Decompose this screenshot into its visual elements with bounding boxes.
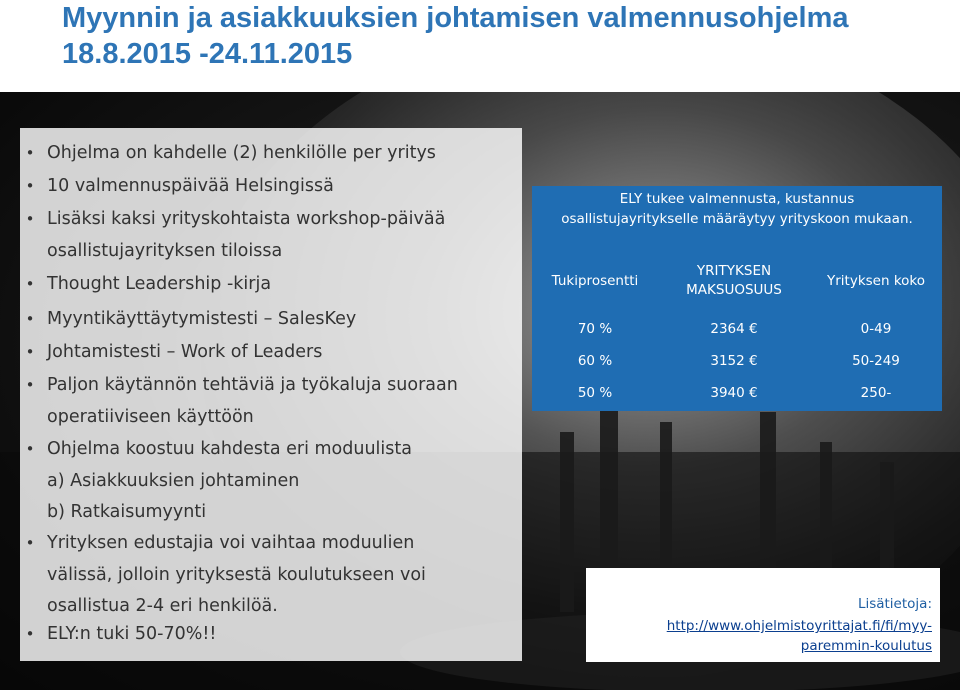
more-info-link[interactable]: http://www.ohjelmistoyrittajat.fi/fi/myy- paremmin-koulutus	[666, 618, 932, 654]
bullet-dot: •	[25, 343, 35, 361]
table-cell: 50-249	[852, 353, 900, 369]
table-row	[532, 352, 942, 384]
bullet-dot: •	[25, 310, 35, 328]
list-item: • Ohjelma koostuu kahdesta eri moduulista a) Asiakkuuksien johtaminen b) Ratkaisumyynti	[20, 434, 520, 529]
bullet-dot: •	[25, 440, 35, 458]
list-item: • Thought Leadership -kirja	[20, 269, 520, 301]
title-area	[0, 0, 960, 92]
list-item: • 10 valmennuspäivää Helsingissä	[20, 171, 520, 203]
ely-table-header	[532, 258, 942, 298]
table-cell: 60 %	[577, 353, 613, 369]
header-support-percent: Tukiprosentti	[551, 273, 639, 289]
list-item: • Yrityksen edustajia voi vaihtaa moduulien välissä, jolloin yrityksestä koulutukseen voi osallistua 2-4 eri henkilöä.	[20, 528, 520, 623]
list-item: • Johtamistesti – Work of Leaders	[20, 337, 520, 369]
ely-intro: ELY tukee valmennusta, kustannus osallistujayritykselle määräytyy yrityskoon mukaan.	[561, 191, 913, 227]
table-cell: 70 %	[577, 321, 613, 337]
page-title	[62, 0, 848, 72]
table-cell: 3940 €	[710, 385, 758, 401]
bullet-dot: •	[25, 275, 35, 293]
table-cell: 50 %	[577, 385, 613, 401]
table-cell: 3152 €	[710, 353, 758, 369]
bullet-dot: •	[25, 210, 35, 228]
bullet-dot: •	[25, 177, 35, 195]
bullet-dot: •	[25, 534, 35, 552]
table-cell: 2364 €	[710, 321, 758, 337]
table-cell: 0-49	[860, 321, 892, 337]
more-info-box	[586, 568, 940, 662]
list-item: • Paljon käytännön tehtäviä ja työkaluja suoraan operatiiviseen käyttöön	[20, 370, 520, 433]
table-row	[532, 320, 942, 352]
list-item: • ELY:n tuki 50-70%!!	[20, 619, 520, 651]
bullet-dot: •	[25, 144, 35, 162]
list-item: • Lisäksi kaksi yrityskohtaista workshop-päivää osallistujayrityksen tiloissa	[20, 204, 520, 267]
list-item: • Ohjelma on kahdelle (2) henkilölle per yritys	[20, 138, 520, 170]
bullet-dot: •	[25, 625, 35, 643]
ely-support-box	[532, 186, 942, 411]
title-line-2: 18.8.2015 -24.11.2015	[62, 38, 353, 70]
header-company-size: Yrityksen koko	[826, 273, 926, 289]
table-row	[532, 384, 942, 416]
bullet-dot: •	[25, 376, 35, 394]
header-company-share: YRITYKSEN MAKSUOSUUS	[686, 263, 782, 298]
list-item: • Myyntikäyttäytymistesti – SalesKey	[20, 304, 520, 336]
more-info-label: Lisätietoja:	[857, 596, 932, 612]
title-line-1: Myynnin ja asiakkuuksien johtamisen valmennusohjelma	[62, 2, 849, 34]
table-cell: 250-	[860, 385, 892, 401]
